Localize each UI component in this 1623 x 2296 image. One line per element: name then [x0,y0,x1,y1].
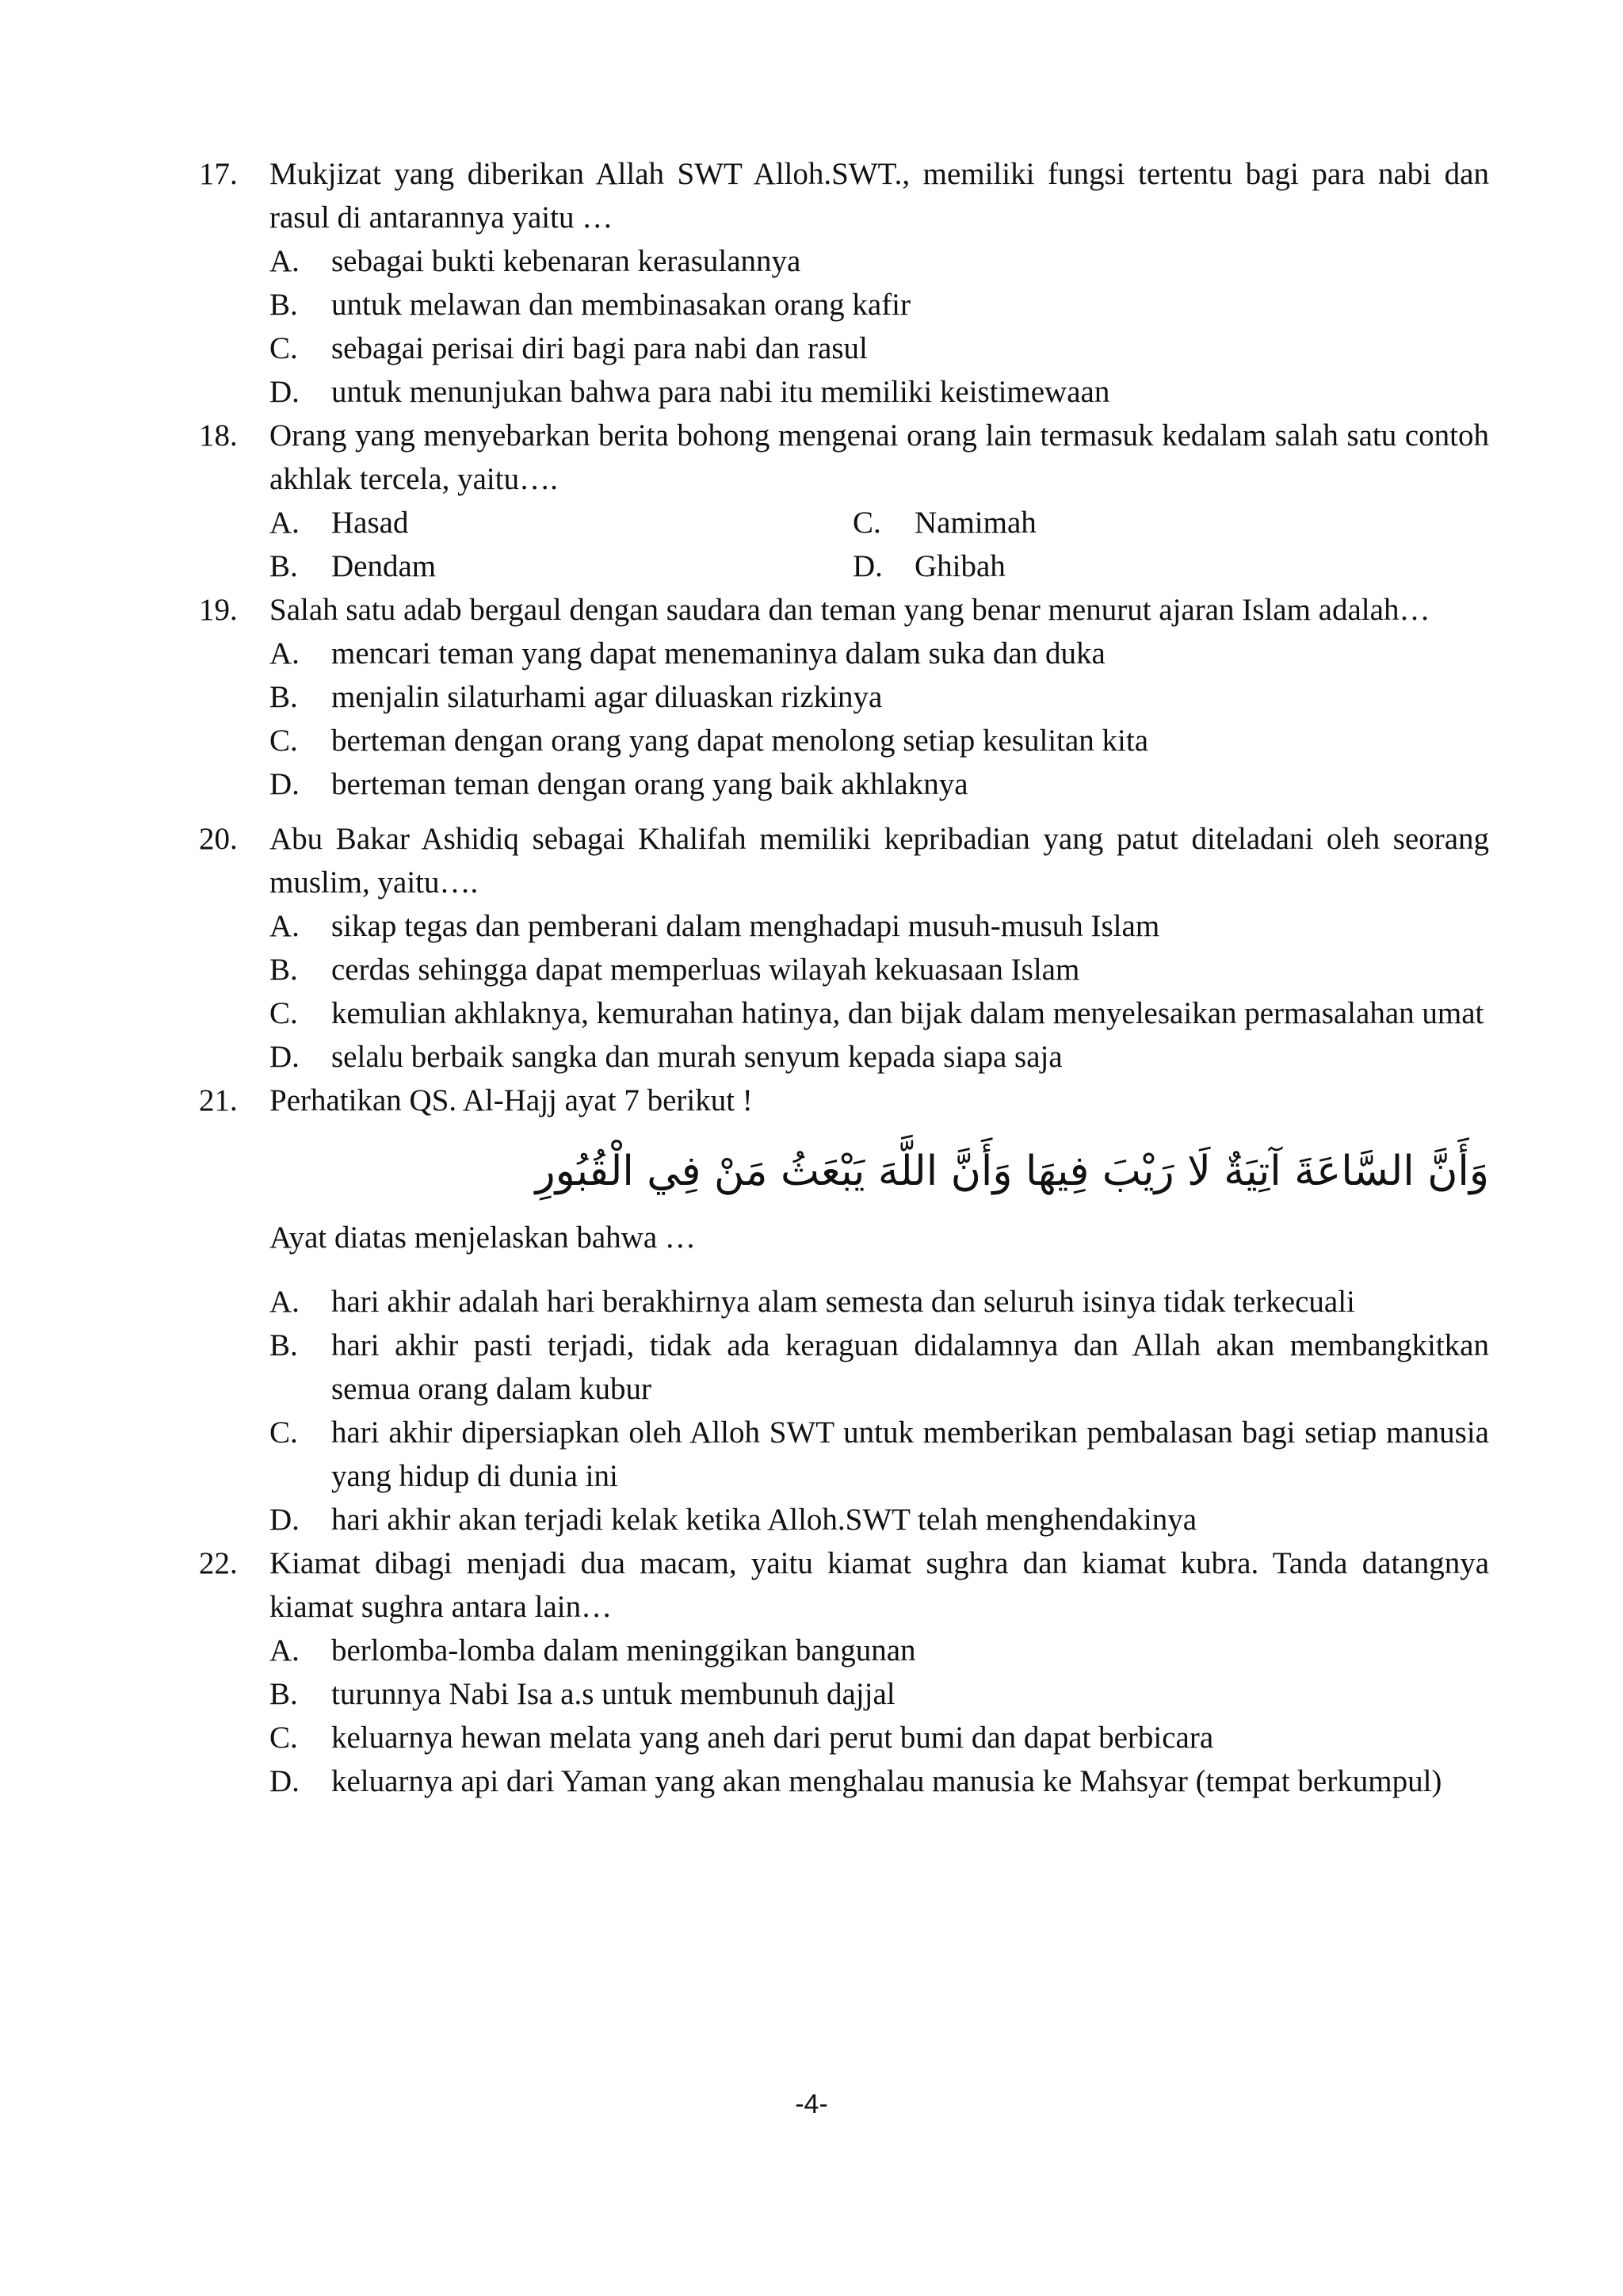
option-a [269,904,1489,948]
option-d [269,1035,1489,1079]
option-text: untuk menunjukan bahwa para nabi itu memiliki keistimewaan [331,375,1110,409]
question-22 [199,1541,1489,1803]
question-text: Mukjizat yang diberikan Allah SWT Alloh.SWT., memiliki fungsi tertentu bagi para nabi dan rasul di antarannya yaitu … [269,157,1489,235]
question-number: 22. [199,1546,238,1580]
option-text: hari akhir dipersiapkan oleh Alloh SWT untuk memberikan pembalasan bagi setiap manusia yang hidup di dunia ini [331,1415,1489,1493]
option-text: sikap tegas dan pemberani dalam menghadapi musuh-musuh Islam [331,909,1160,943]
option-b [269,948,1489,991]
option-letter: C. [269,1721,298,1755]
option-b [269,675,1489,719]
question-number: 19. [199,593,238,627]
question-text: Perhatikan QS. Al-Hajj ayat 7 berikut ! [269,1083,753,1117]
option-letter: A. [269,909,300,943]
option-letter: A. [269,636,300,670]
option-text: menjalin silaturhami agar diluaskan rizkinya [331,680,883,714]
option-list [269,632,1489,806]
question-list [199,152,1489,1803]
option-d [269,1498,1489,1541]
option-a [269,501,853,544]
option-b [269,283,1489,327]
option-text: sebagai perisai diri bagi para nabi dan rasul [331,331,868,365]
question-number: 20. [199,822,238,856]
option-text: turunnya Nabi Isa a.s untuk membunuh dajjal [331,1677,896,1711]
option-letter: D. [269,1503,300,1537]
option-b [269,1324,1489,1411]
question-text: Orang yang menyebarkan berita bohong mengenai orang lain termasuk kedalam salah satu contoh akhlak tercela, yaitu…. [269,418,1489,496]
option-c [269,1411,1489,1498]
option-letter: C. [269,331,298,365]
option-letter: C. [269,996,298,1030]
option-text: cerdas sehingga dapat memperluas wilayah kekuasaan Islam [331,953,1080,987]
option-text: Dendam [331,549,437,583]
question-number: 18. [199,418,238,453]
option-letter: A. [269,244,300,278]
option-letter: B. [269,1677,298,1711]
question-text: Salah satu adab bergaul dengan saudara dan teman yang benar menurut ajaran Islam adalah… [269,593,1430,627]
option-text: keluarnya hewan melata yang aneh dari perut bumi dan dapat berbicara [331,1721,1214,1755]
option-c [269,327,1489,370]
option-text: hari akhir pasti terjadi, tidak ada keraguan didalamnya dan Allah akan membangkitkan semua orang dalam kubur [331,1328,1489,1406]
question-subtext: Ayat diatas menjelaskan bahwa … [269,1221,696,1255]
option-text: Hasad [331,506,409,540]
option-letter: D. [853,549,883,583]
option-letter: D. [269,1040,300,1074]
option-text: sebagai bukti kebenaran kerasulannya [331,244,801,278]
option-text: untuk melawan dan membinasakan orang kafir [331,288,911,322]
option-list [269,904,1489,1079]
option-list [269,1280,1489,1541]
question-text: Kiamat dibagi menjadi dua macam, yaitu kiamat sughra dan kiamat kubra. Tanda datangnya kiamat sughra antara lain… [269,1546,1489,1624]
arabic-verse: وَأَنَّ السَّاعَةَ آتِيَةٌ لَا رَيْبَ فِيهَا وَأَنَّ اللَّهَ يَبْعَثُ مَنْ فِي الْقُبُورِ [535,1148,1489,1195]
question-number: 21. [199,1083,238,1117]
option-letter: B. [269,288,298,322]
option-text: kemulian akhlaknya, kemurahan hatinya, dan bijak dalam menyelesaikan permasalahan umat [331,996,1484,1030]
option-letter: B. [269,1328,298,1362]
option-text: keluarnya api dari Yaman yang akan menghalau manusia ke Mahsyar (tempat berkumpul) [331,1764,1442,1798]
option-list [269,1629,1489,1803]
question-18 [199,414,1489,588]
option-list [269,239,1489,414]
option-letter: D. [269,1764,300,1798]
option-a [269,239,1489,283]
option-text: Namimah [915,506,1037,540]
option-text: Ghibah [915,549,1006,583]
option-text: berteman dengan orang yang dapat menolong setiap kesulitan kita [331,724,1149,758]
option-letter: D. [269,767,300,801]
option-grid [269,501,1489,588]
option-letter: C. [269,724,298,758]
question-21 [199,1079,1489,1541]
option-letter: A. [269,506,300,540]
question-text: Abu Bakar Ashidiq sebagai Khalifah memiliki kepribadian yang patut diteladani oleh seorang muslim, yaitu…. [269,822,1489,900]
option-d [269,1759,1489,1803]
option-text: berteman teman dengan orang yang baik akhlaknya [331,767,968,801]
option-text: hari akhir akan terjadi kelak ketika Alloh.SWT telah menghendakinya [331,1503,1197,1537]
option-letter: A. [269,1633,300,1668]
option-text: berlomba-lomba dalam meninggikan bangunan [331,1633,916,1668]
option-d [269,370,1489,414]
question-17 [199,152,1489,414]
option-letter: D. [269,375,300,409]
option-a [269,1280,1489,1324]
option-letter: A. [269,1285,300,1319]
option-a [269,1629,1489,1672]
question-number: 17. [199,157,238,191]
option-a [269,632,1489,675]
option-c [269,991,1489,1035]
option-c [269,1716,1489,1759]
page-number: -4- [795,2089,828,2119]
option-d [853,544,1489,588]
option-text: selalu berbaik sangka dan murah senyum kepada siapa saja [331,1040,1063,1074]
option-d [269,762,1489,806]
option-b [269,1672,1489,1716]
option-letter: C. [853,506,881,540]
option-letter: B. [269,549,298,583]
option-letter: B. [269,680,298,714]
question-20 [199,817,1489,1079]
option-text: hari akhir adalah hari berakhirnya alam semesta dan seluruh isinya tidak terkecuali [331,1285,1355,1319]
option-c [269,719,1489,762]
option-text: mencari teman yang dapat menemaninya dalam suka dan duka [331,636,1106,670]
question-19 [199,588,1489,806]
option-letter: B. [269,953,298,987]
option-c [853,501,1489,544]
option-letter: C. [269,1415,298,1450]
option-b [269,544,853,588]
